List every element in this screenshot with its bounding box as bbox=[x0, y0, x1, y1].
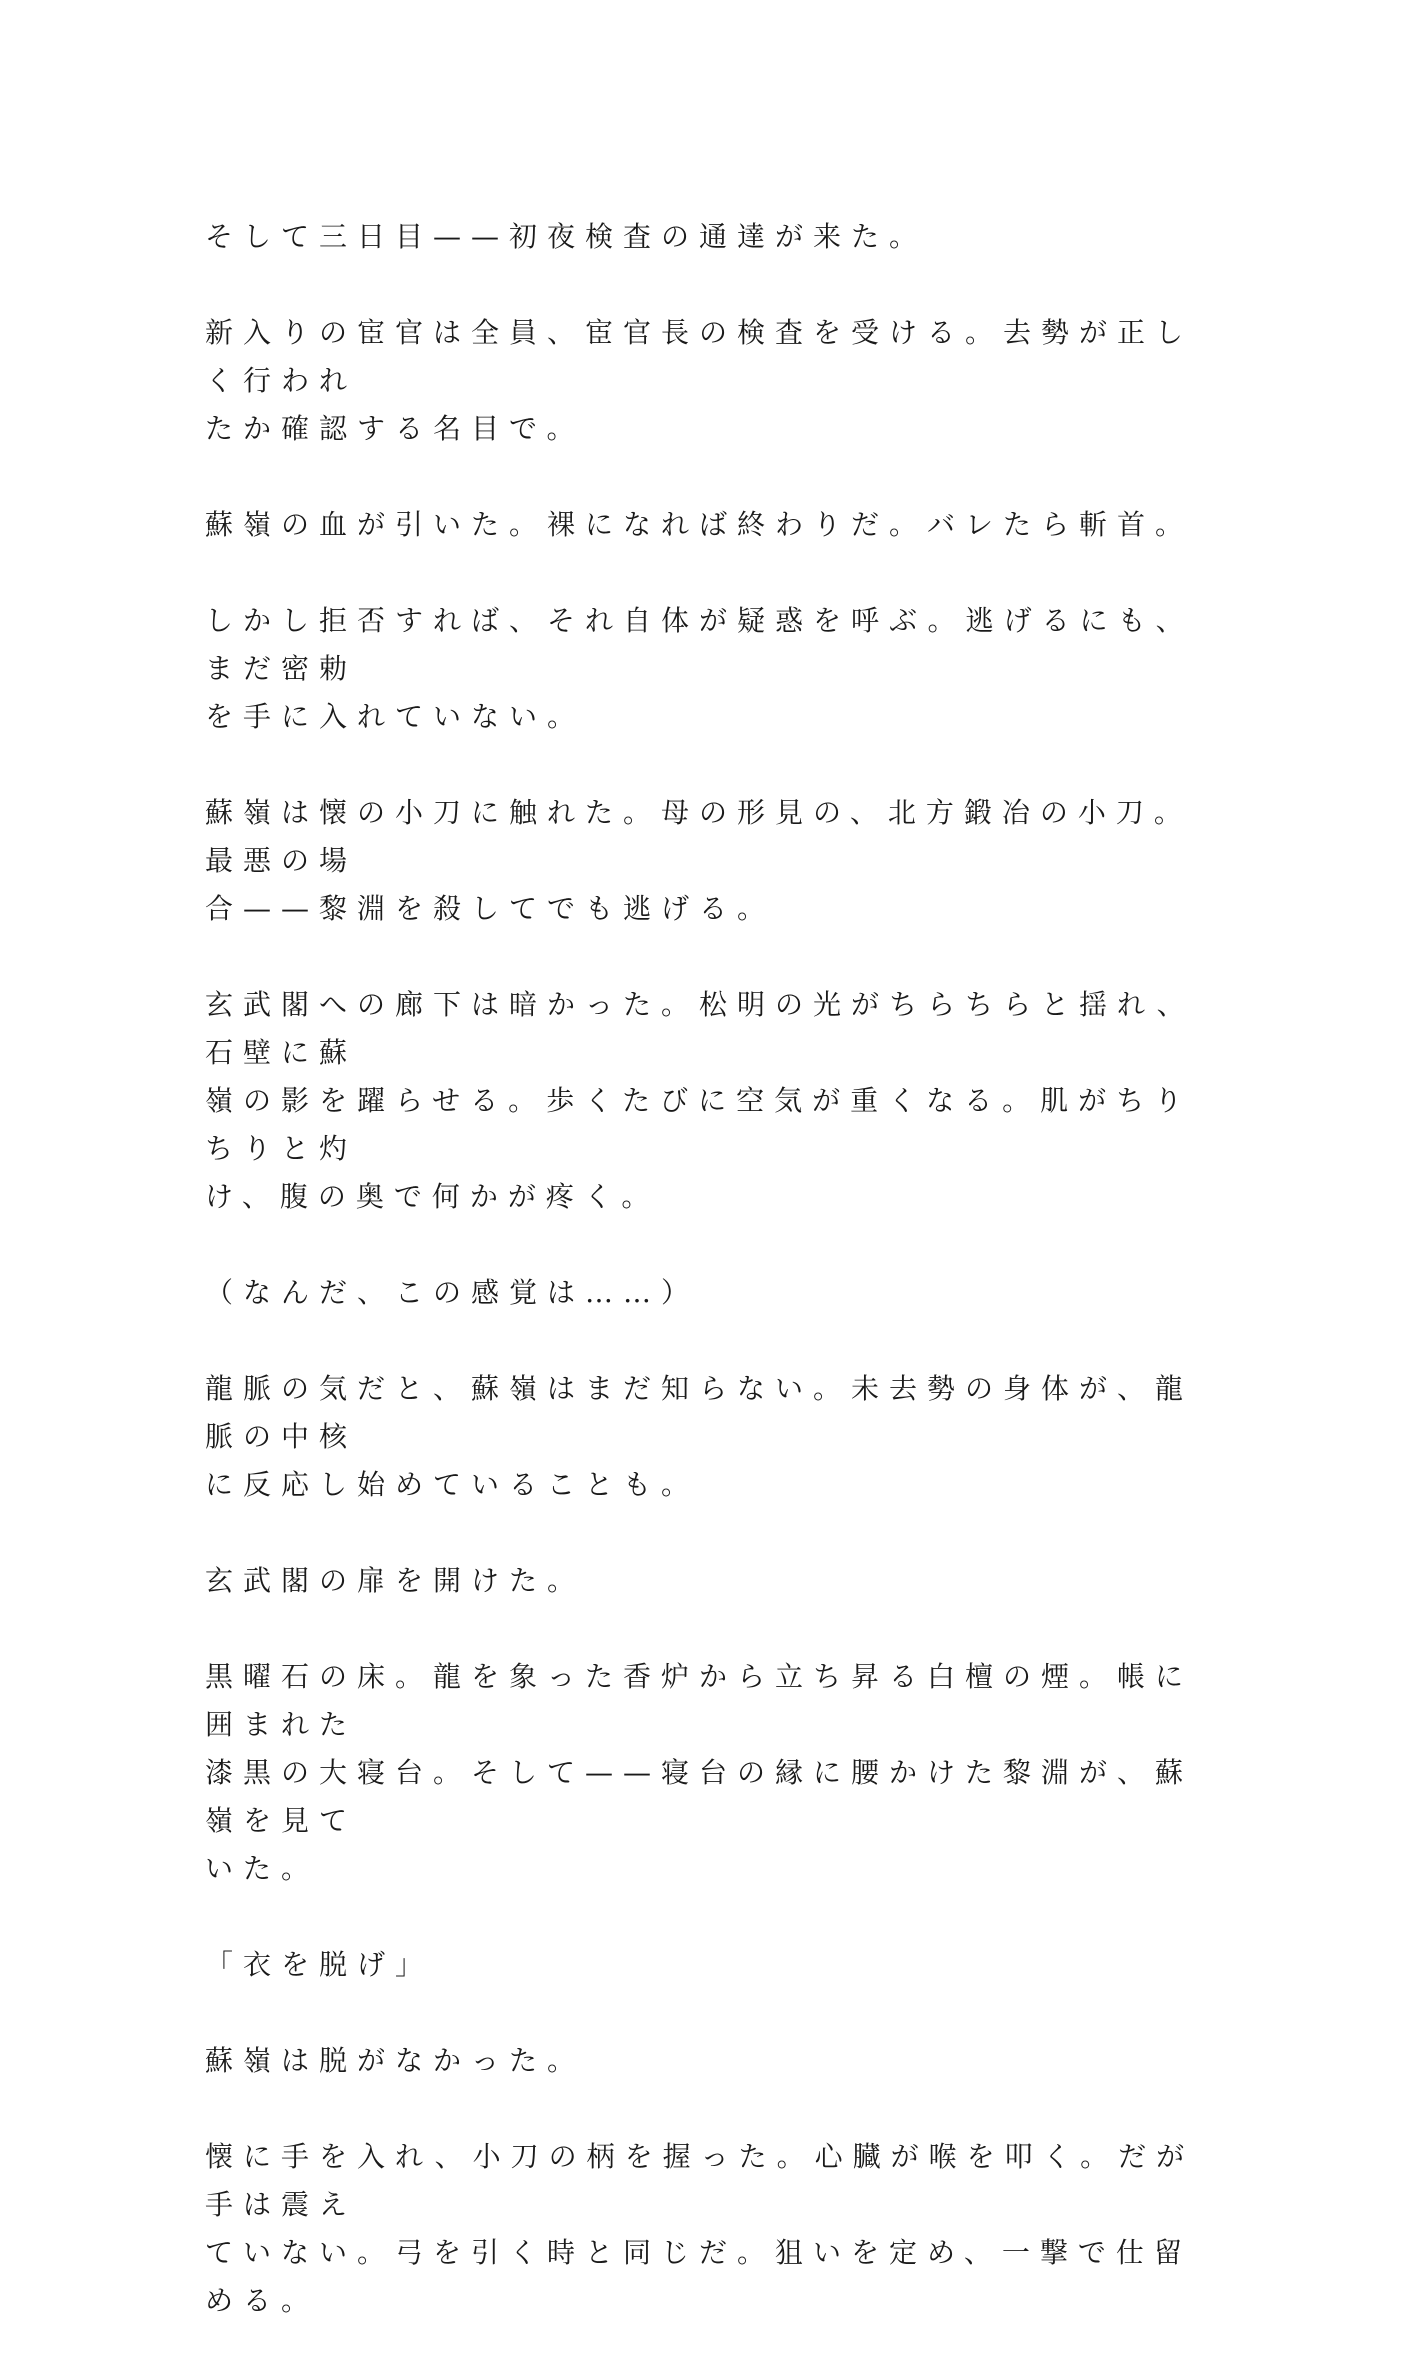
paragraph-6: 玄武閣への廊下は暗かった。松明の光がちらちらと揺れ、石壁に蘇 嶺の影を躍らせる。歩くたびに空気が重くなる。肌がちりちりと灼 け、腹の奥で何かが疼く。 bbox=[205, 988, 1195, 1213]
paragraph-2: 新入りの宦官は全員、宦官長の検査を受ける。去勢が正しく行われ たか確認する名目で。 bbox=[205, 316, 1194, 445]
paragraph-5: 蘇嶺は懐の小刀に触れた。母の形見の、北方鍛冶の小刀。最悪の場 合——黎淵を殺してでも逃げる。 bbox=[205, 796, 1192, 925]
paragraph-10: 黒曜石の床。龍を象った香炉から立ち昇る白檀の煙。帳に囲まれた 漆黒の大寝台。そして——寝台の縁に腰かけた黎淵が、蘇嶺を見て いた。 bbox=[205, 1660, 1194, 1885]
paragraph-9: 玄武閣の扉を開けた。 bbox=[205, 1564, 586, 1597]
paragraph-1: そして三日目——初夜検査の通達が来た。 bbox=[205, 220, 928, 253]
paragraph-12: 蘇嶺は脱がなかった。 bbox=[205, 2044, 586, 2077]
paragraph-4: しかし拒否すれば、それ自体が疑惑を呼ぶ。逃げるにも、まだ密勅 を手に入れていない。 bbox=[205, 604, 1194, 733]
text-body bbox=[205, 213, 1215, 2373]
paragraph-8: 龍脈の気だと、蘇嶺はまだ知らない。未去勢の身体が、龍脈の中核 に反応し始めていることも。 bbox=[205, 1372, 1194, 1501]
paragraph-11: 「衣を脱げ」 bbox=[205, 1948, 434, 1981]
paragraph-3: 蘇嶺の血が引いた。裸になれば終わりだ。バレたら斬首。 bbox=[205, 508, 1194, 541]
paragraph-7: （なんだ、この感覚は……） bbox=[205, 1276, 700, 1309]
paragraph-13: 懐に手を入れ、小刀の柄を握った。心臓が喉を叩く。だが手は震え ていない。弓を引く時と同じだ。狙いを定め、一撃で仕留める。 bbox=[205, 2140, 1195, 2317]
